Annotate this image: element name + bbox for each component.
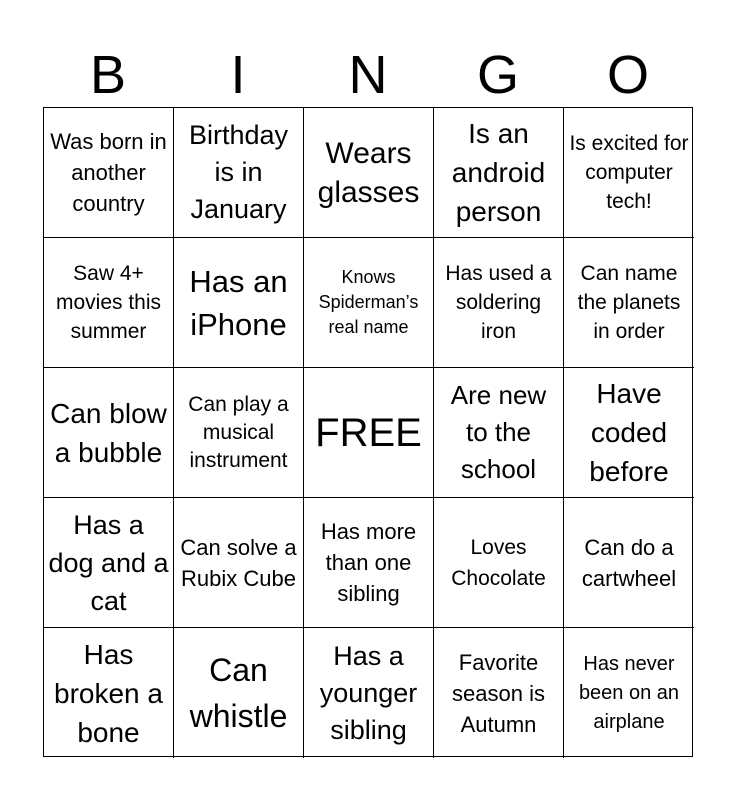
bingo-cell[interactable]: Can do a cartwheel (564, 498, 694, 628)
bingo-cell[interactable]: Can play a musical instrument (174, 368, 304, 498)
bingo-cell[interactable]: Birthday is in January (174, 108, 304, 238)
bingo-cell[interactable]: Saw 4+ movies this summer (44, 238, 174, 368)
bingo-cell[interactable]: Has a dog and a cat (44, 498, 174, 628)
bingo-cell[interactable]: Are new to the school (434, 368, 564, 498)
bingo-cell[interactable]: Has a younger sibling (304, 628, 434, 758)
bingo-cell[interactable]: Wears glasses (304, 108, 434, 238)
bingo-cell[interactable]: Can name the planets in order (564, 238, 694, 368)
bingo-cell[interactable]: Has more than one sibling (304, 498, 434, 628)
header-letter-b: B (89, 45, 127, 105)
bingo-cell[interactable]: Can whistle (174, 628, 304, 758)
bingo-cell[interactable]: Has an iPhone (174, 238, 304, 368)
bingo-cell[interactable]: Favorite season is Autumn (434, 628, 564, 758)
bingo-cell[interactable]: Is excited for computer tech! (564, 108, 694, 238)
bingo-header (43, 40, 693, 110)
bingo-cell[interactable]: Can solve a Rubix Cube (174, 498, 304, 628)
header-letter-g: G (476, 45, 519, 105)
bingo-cell[interactable]: Is an android person (434, 108, 564, 238)
bingo-cell[interactable]: Can blow a bubble (44, 368, 174, 498)
bingo-cell[interactable]: Has used a soldering iron (434, 238, 564, 368)
bingo-cell[interactable]: Have coded before (564, 368, 694, 498)
bingo-board (43, 107, 693, 757)
bingo-cell[interactable]: Was born in another country (44, 108, 174, 238)
bingo-cell[interactable]: Has never been on an airplane (578, 652, 680, 733)
bingo-cell-free[interactable]: FREE (304, 368, 434, 498)
bingo-cell[interactable]: Knows Spiderman’s real name (304, 238, 434, 368)
header-letter-i: I (230, 45, 246, 105)
header-letter-n: N (348, 45, 388, 105)
header-letter-o: O (606, 45, 649, 105)
bingo-cell[interactable]: Has broken a bone (44, 628, 174, 758)
bingo-cell[interactable]: Loves Chocolate (434, 498, 564, 628)
